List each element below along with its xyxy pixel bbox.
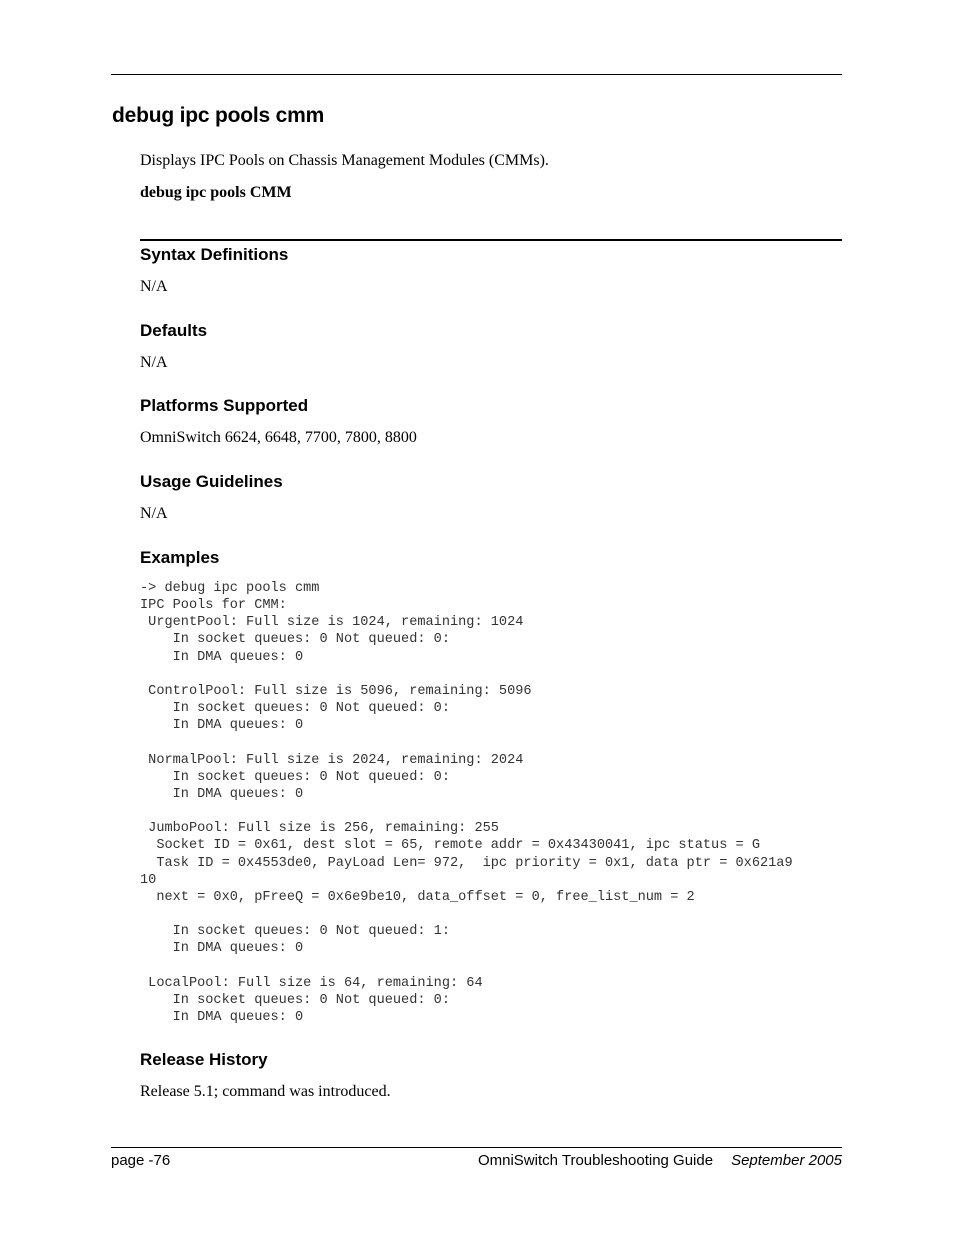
section-divider: [140, 239, 842, 241]
footer-guide-title: OmniSwitch Troubleshooting Guide: [477, 1152, 714, 1169]
usage-guidelines-text: N/A: [140, 505, 168, 522]
defaults-text: N/A: [140, 354, 168, 371]
footer-date: September 2005: [731, 1152, 842, 1169]
syntax-definitions-text: N/A: [140, 278, 168, 295]
release-history-text: Release 5.1; command was introduced.: [140, 1083, 391, 1100]
page-title: debug ipc pools cmm: [112, 104, 325, 127]
platforms-supported-text: OmniSwitch 6624, 6648, 7700, 7800, 8800: [140, 429, 417, 446]
footer-page-number: page -76: [111, 1152, 171, 1169]
command-syntax: debug ipc pools CMM: [140, 184, 292, 201]
usage-guidelines-heading: Usage Guidelines: [140, 472, 283, 491]
example-code-block: -> debug ipc pools cmm IPC Pools for CMM: UrgentPool: Full size is 1024, remaining: 1024 In socket queues: 0 Not queued: 0: In DMA queues: 0 ControlPool: Full size is 5096, remaining: 5096 In socket queues: 0 Not queued: 0: In DMA queues: 0 NormalPool: Full size is 2024, remaining: 2024 In socket queues: 0 Not queued: 0: In DMA queues: 0 JumboPool: Full size is 256, remaining: 255 Socket ID = 0x61, dest slot = 65, remote addr = 0x43430041, ipc status = G Task ID = 0x4553de0, PayLoad Len= 972, ipc priority = 0x1, data ptr = 0x621a9 10 next = 0x0, pFreeQ = 0x6e9be10, data_offset = 0, free_list_num = 2 In socket queues: 0 Not queued: 1: In DMA queues: 0 LocalPool: Full size is 64, remaining: 64 In socket queues: 0 Not queued: 0: In DMA queues: 0: [140, 581, 793, 1025]
footer-info: [478, 1152, 842, 1169]
platforms-supported-heading: Platforms Supported: [140, 396, 309, 415]
footer-rule: [111, 1147, 842, 1148]
syntax-definitions-heading: Syntax Definitions: [140, 245, 289, 264]
header-rule: [111, 74, 842, 75]
defaults-heading: Defaults: [140, 321, 208, 340]
release-history-heading: Release History: [140, 1050, 268, 1069]
examples-heading: Examples: [140, 548, 220, 567]
command-description: Displays IPC Pools on Chassis Management Modules (CMMs).: [140, 152, 549, 169]
